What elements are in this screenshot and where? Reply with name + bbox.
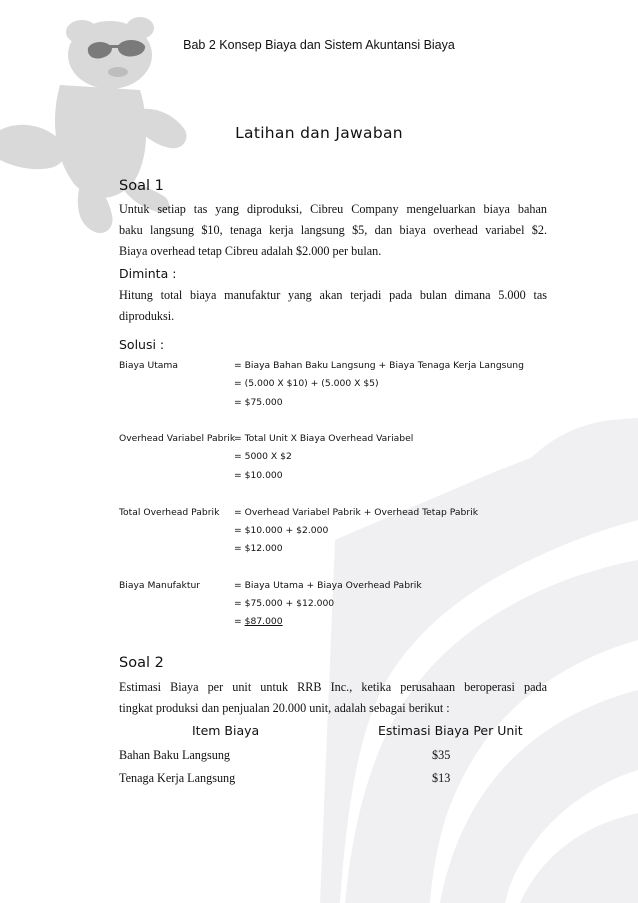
table-header-cost: Estimasi Biaya Per Unit bbox=[378, 723, 523, 738]
soal-1-paragraph bbox=[119, 199, 547, 262]
paragraph-line: Estimasi Biaya per unit untuk RRB Inc., ketika perusahaan beroperasi pada bbox=[119, 680, 547, 694]
table-cell-cost: $13 bbox=[432, 771, 451, 785]
final-answer: $87.000 bbox=[244, 616, 283, 627]
calc-line: = 5000 X $2 bbox=[234, 451, 292, 462]
calc-line: = $12.000 bbox=[234, 543, 283, 554]
calc-line: = Biaya Utama + Biaya Overhead Pabrik bbox=[234, 580, 422, 591]
paragraph-line: tingkat produksi dan penjualan 20.000 unit, adalah sebagai berikut : bbox=[119, 701, 450, 715]
calc-name-biaya-manufaktur: Biaya Manufaktur bbox=[119, 580, 201, 591]
soal-2-heading: Soal 2 bbox=[119, 655, 164, 671]
calc-line: = (5.000 X $10) + (5.000 X $5) bbox=[234, 378, 379, 389]
calc-final-line bbox=[234, 616, 283, 627]
diminta-label: Diminta : bbox=[119, 266, 177, 281]
paragraph-line: Untuk setiap tas yang diproduksi, Cibreu Company mengeluarkan biaya bahan bbox=[119, 202, 547, 216]
calc-line: = $75.000 bbox=[234, 397, 283, 408]
soal-1-heading: Soal 1 bbox=[119, 178, 164, 194]
soal-2-paragraph bbox=[119, 677, 547, 719]
section-title: Latihan dan Jawaban bbox=[235, 124, 403, 142]
calc-line: = Overhead Variabel Pabrik + Overhead Tetap Pabrik bbox=[234, 507, 479, 518]
calc-line: = $10.000 bbox=[234, 470, 283, 481]
paragraph-line: baku langsung $10, tenaga kerja langsung $5, dan biaya overhead variabel $2. bbox=[119, 223, 547, 237]
paragraph-line: Biaya overhead tetap Cibreu adalah $2.000 per bulan. bbox=[119, 244, 382, 258]
table-cell-item: Bahan Baku Langsung bbox=[119, 748, 231, 762]
solusi-label: Solusi : bbox=[119, 337, 165, 352]
paragraph-line: Hitung total biaya manufaktur yang akan terjadi pada bulan dimana 5.000 tas bbox=[119, 288, 547, 302]
calc-line: = Total Unit X Biaya Overhead Variabel bbox=[234, 433, 414, 444]
diminta-paragraph bbox=[119, 285, 547, 327]
table-header-item: Item Biaya bbox=[192, 723, 260, 738]
calc-name-biaya-utama: Biaya Utama bbox=[119, 360, 179, 371]
final-prefix: = bbox=[234, 616, 245, 627]
calc-line: = Biaya Bahan Baku Langsung + Biaya Tenaga Kerja Langsung bbox=[234, 360, 524, 371]
calc-line: = $10.000 + $2.000 bbox=[234, 525, 329, 536]
table-cell-item: Tenaga Kerja Langsung bbox=[119, 771, 236, 785]
page-header: Bab 2 Konsep Biaya dan Sistem Akuntansi Biaya bbox=[183, 38, 455, 52]
calc-line: = $75.000 + $12.000 bbox=[234, 598, 335, 609]
paragraph-line: diproduksi. bbox=[119, 309, 175, 323]
table-cell-cost: $35 bbox=[432, 748, 451, 762]
calc-name-overhead-variabel: Overhead Variabel Pabrik bbox=[119, 433, 236, 444]
calc-name-total-overhead: Total Overhead Pabrik bbox=[119, 507, 220, 518]
